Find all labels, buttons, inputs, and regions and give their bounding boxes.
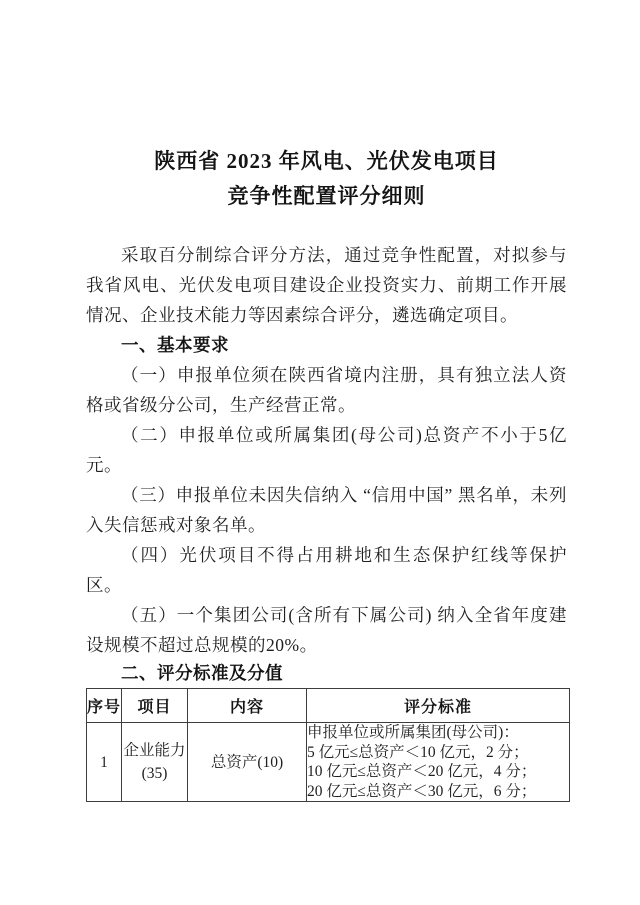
cell-content: 总资产(10) bbox=[188, 723, 307, 802]
column-header-content: 内容 bbox=[188, 689, 307, 723]
criteria-line-4: 20 亿元≤总资产＜30 亿元，6 分； bbox=[307, 782, 537, 800]
table-row bbox=[87, 723, 570, 802]
document-title-line2: 竞争性配置评分细则 bbox=[227, 184, 426, 208]
requirement-item-3: （三）申报单位未因失信纳入 “信用中国” 黑名单，未列入失信惩戒对象名单。 bbox=[86, 485, 567, 535]
criteria-line-1: 申报单位或所属集团(母公司)： bbox=[307, 724, 519, 741]
scoring-table bbox=[86, 688, 570, 802]
section-heading-scoring-standards: 二、评分标准及分值 bbox=[121, 663, 283, 683]
document-title-line1: 陕西省 2023 年风电、光伏发电项目 bbox=[154, 149, 499, 173]
cell-project-line1: 企业能力 bbox=[123, 742, 186, 759]
cell-criteria bbox=[307, 723, 570, 802]
cell-project-line2: (35) bbox=[141, 765, 168, 782]
document-title bbox=[86, 144, 567, 214]
column-header-index: 序号 bbox=[87, 689, 122, 723]
criteria-line-2: 5 亿元≤总资产＜10 亿元，2 分； bbox=[307, 743, 529, 761]
column-header-criteria: 评分标准 bbox=[307, 689, 570, 723]
document-body bbox=[86, 144, 567, 802]
cell-project bbox=[122, 723, 188, 802]
criteria-line-3: 10 亿元≤总资产＜20 亿元，4 分； bbox=[307, 763, 537, 780]
requirement-item-4: （四）光伏项目不得占用耕地和生态保护红线等保护区。 bbox=[86, 545, 567, 595]
intro-paragraph: 采取百分制综合评分方法，通过竞争性配置，对拟参与我省风电、光伏发电项目建设企业投资实力、前期工作开展情况、企业技术能力等因素综合评分，遴选确定项目。 bbox=[86, 245, 567, 325]
requirement-item-1: （一）申报单位须在陕西省境内注册，具有独立法人资格或省级分公司，生产经营正常。 bbox=[86, 365, 567, 415]
cell-index: 1 bbox=[87, 723, 122, 802]
scoring-table-header-row bbox=[87, 689, 570, 723]
column-header-project: 项目 bbox=[122, 689, 188, 723]
section-heading-basic-requirements: 一、基本要求 bbox=[121, 335, 229, 355]
requirement-item-5: （五）一个集团公司(含所有下属公司) 纳入全省年度建设规模不超过总规模的20%。 bbox=[86, 605, 567, 655]
requirement-item-2: （二）申报单位或所属集团(母公司)总资产不小于5亿元。 bbox=[86, 425, 567, 475]
